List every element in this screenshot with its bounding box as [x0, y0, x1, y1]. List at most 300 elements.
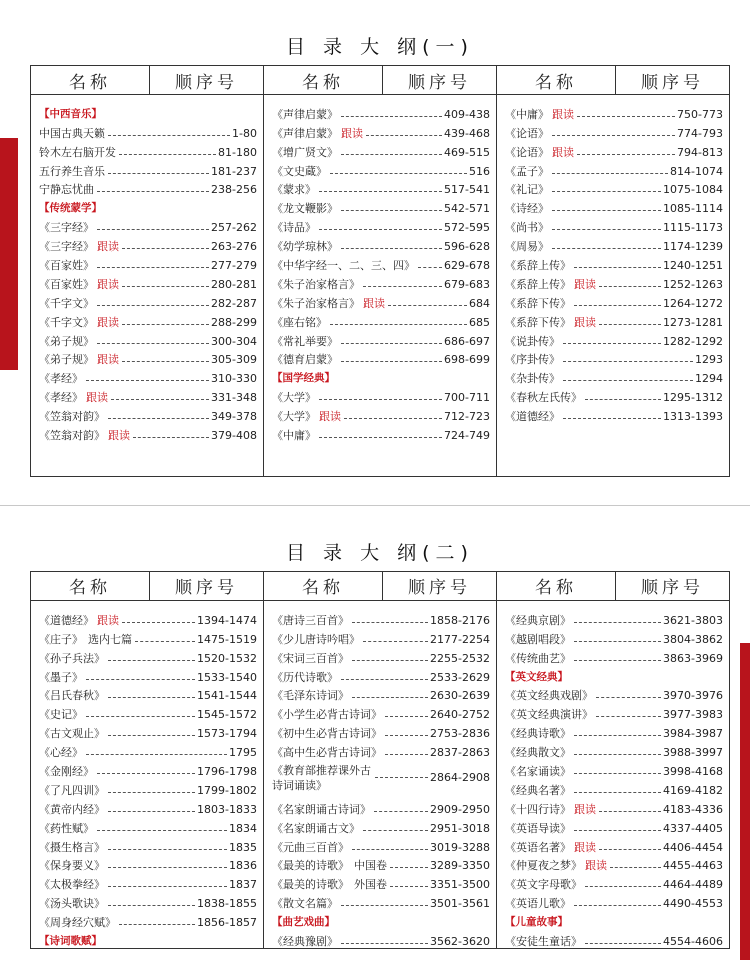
- list-item: [505, 684, 723, 703]
- list-item: [505, 121, 723, 140]
- item-range: 1856-1857: [197, 916, 257, 930]
- leader-dots: [574, 773, 661, 774]
- list-item: [505, 778, 723, 797]
- item-range: 1799-1802: [197, 783, 257, 797]
- list-item: [272, 646, 490, 665]
- follow-read-tag: 跟读: [574, 277, 596, 291]
- item-range: 1475-1519: [197, 632, 257, 646]
- follow-read-tag: 跟读: [552, 107, 574, 121]
- list-item: [272, 835, 490, 854]
- item-range: 1533-1540: [197, 670, 257, 684]
- leader-dots: [577, 116, 675, 117]
- item-name: 中国古典天籁: [39, 126, 105, 140]
- item-range: 288-299: [211, 315, 257, 329]
- item-name: 《声律启蒙》: [272, 126, 338, 140]
- entry-list: [497, 95, 729, 423]
- section-title: 目 录 大 纲(一): [286, 36, 474, 58]
- category-heading: [505, 665, 723, 684]
- item-name: 《千字文》: [39, 296, 94, 310]
- item-range: 1264-1272: [663, 296, 723, 310]
- entry-list: [264, 95, 496, 442]
- leader-dots: [108, 735, 195, 736]
- leader-dots: [599, 849, 661, 850]
- list-item: [39, 797, 257, 816]
- category-label: 【儿童故事】: [505, 916, 568, 929]
- item-name: 《龙文鞭影》: [272, 202, 338, 216]
- item-range: 1796-1798: [197, 764, 257, 778]
- leader-dots: [108, 697, 195, 698]
- leader-dots: [574, 267, 661, 268]
- leader-dots: [563, 343, 661, 344]
- right-red-bar: [740, 643, 750, 960]
- item-name: 《最美的诗歌》: [272, 878, 349, 892]
- catalog-column: [264, 66, 497, 476]
- item-range: 349-378: [211, 410, 257, 424]
- item-name: 宁静忘忧曲: [39, 183, 94, 197]
- column-header: [497, 66, 729, 95]
- item-range: 1115-1173: [663, 221, 723, 235]
- list-item: [505, 253, 723, 272]
- leader-dots: [574, 754, 661, 755]
- item-range: 814-1074: [670, 164, 723, 178]
- column-header: [264, 572, 496, 601]
- leader-dots: [341, 679, 428, 680]
- item-range: 1573-1794: [197, 727, 257, 741]
- list-item: [39, 835, 257, 854]
- leader-dots: [585, 943, 661, 944]
- item-range: 331-348: [211, 391, 257, 405]
- list-item: [505, 816, 723, 835]
- item-range: 516: [469, 164, 490, 178]
- category-label: 【中西音乐】: [39, 107, 102, 120]
- section-title: 目 录 大 纲(二): [286, 542, 474, 564]
- item-range: 379-408: [211, 429, 257, 443]
- leader-dots: [552, 173, 668, 174]
- list-item: [39, 646, 257, 665]
- item-name: 《周易》: [505, 240, 549, 254]
- follow-read-tag: 跟读: [86, 391, 108, 405]
- item-name: 《十四行诗》: [505, 802, 571, 816]
- leader-dots: [385, 754, 428, 755]
- list-item: [272, 891, 490, 910]
- leader-dots: [97, 773, 195, 774]
- list-item: [272, 178, 490, 197]
- catalog-column: [31, 66, 264, 476]
- leader-dots: [585, 886, 661, 887]
- leader-dots: [330, 324, 467, 325]
- item-name: 《最美的诗歌》: [272, 859, 349, 873]
- item-range: 2864-2908: [430, 771, 490, 785]
- item-name: 《系辞上传》: [505, 277, 571, 291]
- follow-read-tag: 跟读: [574, 315, 596, 329]
- leader-dots: [119, 154, 216, 155]
- item-name: 《笠翁对韵》: [39, 410, 105, 424]
- list-item: [272, 291, 490, 310]
- column-header: [264, 66, 496, 95]
- leader-dots: [344, 418, 442, 419]
- list-item: [272, 872, 490, 891]
- item-name: 《弟子规》: [39, 334, 94, 348]
- item-range: 684: [469, 296, 490, 310]
- item-range: 1795: [229, 746, 257, 760]
- leader-dots: [108, 135, 230, 136]
- catalog-column: [497, 572, 729, 948]
- list-item: [505, 215, 723, 234]
- list-item: [272, 929, 490, 948]
- item-range: 2533-2629: [430, 670, 490, 684]
- list-item: [39, 404, 257, 423]
- item-range: 2177-2254: [430, 632, 490, 646]
- list-item: [39, 910, 257, 929]
- leader-dots: [385, 735, 428, 736]
- item-name: 《三字经》: [39, 240, 94, 254]
- leader-dots: [341, 361, 442, 362]
- leader-dots: [97, 191, 209, 192]
- item-range: 698-699: [444, 353, 490, 367]
- item-range: 3804-3862: [663, 632, 723, 646]
- item-name: 《百家姓》: [39, 277, 94, 291]
- category-label: 【传统蒙学】: [39, 202, 102, 215]
- item-range: 542-571: [444, 202, 490, 216]
- item-range: 409-438: [444, 107, 490, 121]
- item-range: 4464-4489: [663, 878, 723, 892]
- leader-dots: [122, 324, 209, 325]
- item-name: 《庄子》: [39, 632, 83, 646]
- follow-read-tag: 跟读: [574, 840, 596, 854]
- item-name: 《太极拳经》: [39, 878, 105, 892]
- list-item: [39, 121, 257, 140]
- list-item: [272, 102, 490, 121]
- list-item: [39, 627, 257, 646]
- item-name: 《中庸》: [505, 107, 549, 121]
- list-item: [39, 385, 257, 404]
- item-note: 外国卷: [354, 878, 387, 892]
- leader-dots: [574, 830, 661, 831]
- list-item: [272, 608, 490, 627]
- leader-dots: [552, 229, 661, 230]
- item-name: 《毛泽东诗词》: [272, 689, 349, 703]
- leader-dots: [319, 229, 442, 230]
- list-item: [39, 608, 257, 627]
- leader-dots: [341, 343, 442, 344]
- item-range: 3988-3997: [663, 746, 723, 760]
- item-name: 《序卦传》: [505, 353, 560, 367]
- item-name: 《增广贤文》: [272, 145, 338, 159]
- leader-dots: [563, 380, 693, 381]
- leader-dots: [574, 622, 661, 623]
- leader-dots: [363, 830, 428, 831]
- leader-dots: [563, 361, 693, 362]
- item-name: 《古文观止》: [39, 727, 105, 741]
- item-name: 《保身要义》: [39, 859, 105, 873]
- item-range: 774-793: [677, 126, 723, 140]
- list-item: [505, 272, 723, 291]
- item-range: 4455-4463: [663, 859, 723, 873]
- list-item: [272, 665, 490, 684]
- list-item: [505, 159, 723, 178]
- item-range: 517-541: [444, 183, 490, 197]
- item-name: 《朱子治家格言》: [272, 296, 360, 310]
- item-range: 4490-4553: [663, 897, 723, 911]
- list-item: [272, 234, 490, 253]
- list-item: [505, 102, 723, 121]
- list-item: [272, 253, 490, 272]
- category-heading: [39, 196, 257, 215]
- item-range: 685: [469, 315, 490, 329]
- list-item: [39, 423, 257, 442]
- list-item: [272, 740, 490, 759]
- leader-dots: [366, 135, 442, 136]
- item-name: 《说卦传》: [505, 334, 560, 348]
- list-item: [39, 329, 257, 348]
- item-range: 1803-1833: [197, 802, 257, 816]
- leader-dots: [97, 830, 227, 831]
- item-range: 439-468: [444, 126, 490, 140]
- list-item: [39, 348, 257, 367]
- leader-dots: [552, 191, 661, 192]
- item-range: 1394-1474: [197, 613, 257, 627]
- catalog-table: [30, 65, 730, 477]
- header-seq: 顺序号: [641, 72, 704, 93]
- list-item: [505, 627, 723, 646]
- list-item: [505, 797, 723, 816]
- item-range: 1294: [695, 372, 723, 386]
- list-item: [505, 740, 723, 759]
- list-item: [505, 646, 723, 665]
- list-item: [505, 608, 723, 627]
- item-name: 《千字文》: [39, 315, 94, 329]
- list-item: [39, 684, 257, 703]
- item-name: 《心经》: [39, 746, 83, 760]
- item-name: 《道德经》: [39, 613, 94, 627]
- list-item: [39, 272, 257, 291]
- list-item: [39, 721, 257, 740]
- header-seq: 顺序号: [408, 578, 471, 599]
- leader-dots: [574, 905, 661, 906]
- catalog-column: [31, 572, 264, 948]
- item-name: 《小学生必背古诗词》: [272, 708, 382, 722]
- item-name: 《经典散文》: [505, 746, 571, 760]
- list-item: [39, 215, 257, 234]
- list-item: [505, 702, 723, 721]
- follow-read-tag: 跟读: [341, 126, 363, 140]
- item-range: 3970-3976: [663, 689, 723, 703]
- list-item: [505, 404, 723, 423]
- item-name: 《大学》: [272, 410, 316, 424]
- header-name: 名称: [497, 66, 616, 94]
- item-range: 4406-4454: [663, 840, 723, 854]
- item-name: 《越剧唱段》: [505, 632, 571, 646]
- item-name: 《初中生必背古诗词》: [272, 727, 382, 741]
- item-range: 4169-4182: [663, 783, 723, 797]
- item-range: 1545-1572: [197, 708, 257, 722]
- item-name: 《仲夏夜之梦》: [505, 859, 582, 873]
- list-item: [505, 835, 723, 854]
- item-name: 《朱子治家格言》: [272, 277, 360, 291]
- list-item: [272, 684, 490, 703]
- follow-read-tag: 跟读: [97, 613, 119, 627]
- entry-list: [264, 601, 496, 948]
- category-heading: [272, 910, 490, 929]
- category-heading: [39, 929, 257, 948]
- item-range: 3998-4168: [663, 764, 723, 778]
- leader-dots: [86, 754, 227, 755]
- follow-read-tag: 跟读: [97, 315, 119, 329]
- list-item: [272, 329, 490, 348]
- leader-dots: [108, 418, 209, 419]
- leader-dots: [552, 248, 661, 249]
- item-range: 1273-1281: [663, 315, 723, 329]
- item-name: 《传统曲艺》: [505, 651, 571, 665]
- leader-dots: [111, 399, 209, 400]
- item-name: 《墨子》: [39, 670, 83, 684]
- category-label: 【英文经典】: [505, 670, 568, 683]
- leader-dots: [86, 716, 195, 717]
- leader-dots: [577, 154, 675, 155]
- item-range: 1282-1292: [663, 334, 723, 348]
- item-name: 《汤头歌诀》: [39, 897, 105, 911]
- category-label: 【国学经典】: [272, 372, 335, 385]
- leader-dots: [319, 399, 442, 400]
- header-seq: 顺序号: [641, 578, 704, 599]
- list-item: [39, 854, 257, 873]
- item-range: 2630-2639: [430, 689, 490, 703]
- section-divider: [0, 505, 750, 506]
- item-range: 3289-3350: [430, 859, 490, 873]
- item-range: 1174-1239: [663, 240, 723, 254]
- item-range: 1835: [229, 840, 257, 854]
- entry-list: [31, 95, 263, 442]
- list-item: [39, 872, 257, 891]
- item-range: 181-237: [211, 164, 257, 178]
- item-name: 《英文经典戏剧》: [505, 689, 593, 703]
- item-range: 4337-4405: [663, 821, 723, 835]
- list-item: [272, 627, 490, 646]
- leader-dots: [108, 173, 209, 174]
- item-range: 679-683: [444, 277, 490, 291]
- item-range: 686-697: [444, 334, 490, 348]
- leader-dots: [599, 286, 661, 287]
- list-item: [505, 929, 723, 948]
- item-range: 1295-1312: [663, 391, 723, 405]
- item-name: 《百家姓》: [39, 259, 94, 273]
- item-range: 2753-2836: [430, 727, 490, 741]
- item-range: 2837-2863: [430, 746, 490, 760]
- item-range: 3863-3969: [663, 651, 723, 665]
- leader-dots: [108, 849, 227, 850]
- item-range: 310-330: [211, 372, 257, 386]
- item-name: 《英文经典演讲》: [505, 708, 593, 722]
- item-range: 1075-1084: [663, 183, 723, 197]
- item-name: 《座右铭》: [272, 315, 327, 329]
- item-name: 《大学》: [272, 391, 316, 405]
- leader-dots: [390, 867, 428, 868]
- item-name: 《摄生格言》: [39, 840, 105, 854]
- item-name: 《名家朗诵古文》: [272, 821, 360, 835]
- item-name: 《经典豫剧》: [272, 935, 338, 948]
- item-name: 《黄帝内经》: [39, 802, 105, 816]
- item-name: 《声律启蒙》: [272, 107, 338, 121]
- item-name: 《春秋左氏传》: [505, 391, 582, 405]
- item-range: 596-628: [444, 240, 490, 254]
- item-range: 2951-3018: [430, 821, 490, 835]
- item-range: 3621-3803: [663, 613, 723, 627]
- item-range: 1240-1251: [663, 259, 723, 273]
- item-name: 《史记》: [39, 708, 83, 722]
- entry-list: [31, 601, 263, 948]
- item-name: 《文史蔵》: [272, 164, 327, 178]
- follow-read-tag: 跟读: [97, 277, 119, 291]
- header-name: 名称: [31, 572, 150, 600]
- list-item: [39, 778, 257, 797]
- list-item: [39, 702, 257, 721]
- item-range: 794-813: [677, 145, 723, 159]
- item-name: 《德育启蒙》: [272, 353, 338, 367]
- leader-dots: [352, 622, 428, 623]
- list-item: [272, 159, 490, 178]
- item-range: 3977-3983: [663, 708, 723, 722]
- item-name: 《金刚经》: [39, 764, 94, 778]
- item-range: 282-287: [211, 296, 257, 310]
- follow-read-tag: 跟读: [552, 145, 574, 159]
- list-item: [272, 721, 490, 740]
- list-item: [272, 310, 490, 329]
- leader-dots: [563, 418, 661, 419]
- left-red-bar: [0, 138, 18, 370]
- leader-dots: [599, 324, 661, 325]
- item-note: 选内七篇: [88, 632, 132, 646]
- leader-dots: [341, 943, 428, 944]
- leader-dots: [390, 886, 428, 887]
- leader-dots: [574, 641, 661, 642]
- item-name: 《三字经》: [39, 221, 94, 235]
- item-name: 《蒙求》: [272, 183, 316, 197]
- item-range: 1541-1544: [197, 689, 257, 703]
- list-item: [505, 140, 723, 159]
- item-name: 五行养生音乐: [39, 164, 105, 178]
- item-name: 《尚书》: [505, 221, 549, 235]
- entry-list: [497, 601, 729, 948]
- item-name: 《诗经》: [505, 202, 549, 216]
- item-name: 《了凡四训》: [39, 783, 105, 797]
- list-item: [505, 854, 723, 873]
- list-item: [272, 702, 490, 721]
- item-name: 《唐诗三百首》: [272, 613, 349, 627]
- leader-dots: [341, 248, 442, 249]
- item-name: 《吕氏春秋》: [39, 689, 105, 703]
- leader-dots: [363, 641, 428, 642]
- list-item: [505, 721, 723, 740]
- catalog-table: [30, 571, 730, 949]
- item-range: 263-276: [211, 240, 257, 254]
- category-heading: [505, 910, 723, 929]
- leader-dots: [119, 924, 195, 925]
- catalog-column: [264, 572, 497, 948]
- item-name: 《笠翁对韵》: [39, 429, 105, 443]
- header-name: 名称: [31, 66, 150, 94]
- leader-dots: [122, 248, 209, 249]
- item-range: 81-180: [218, 145, 257, 159]
- leader-dots: [574, 305, 661, 306]
- item-range: 3351-3500: [430, 878, 490, 892]
- item-name: 《系辞上传》: [505, 259, 571, 273]
- list-item: [505, 759, 723, 778]
- item-name: 《论语》: [505, 145, 549, 159]
- follow-read-tag: 跟读: [108, 429, 130, 443]
- list-item: [39, 366, 257, 385]
- item-name: 《系辞下传》: [505, 296, 571, 310]
- item-range: 1836: [229, 859, 257, 873]
